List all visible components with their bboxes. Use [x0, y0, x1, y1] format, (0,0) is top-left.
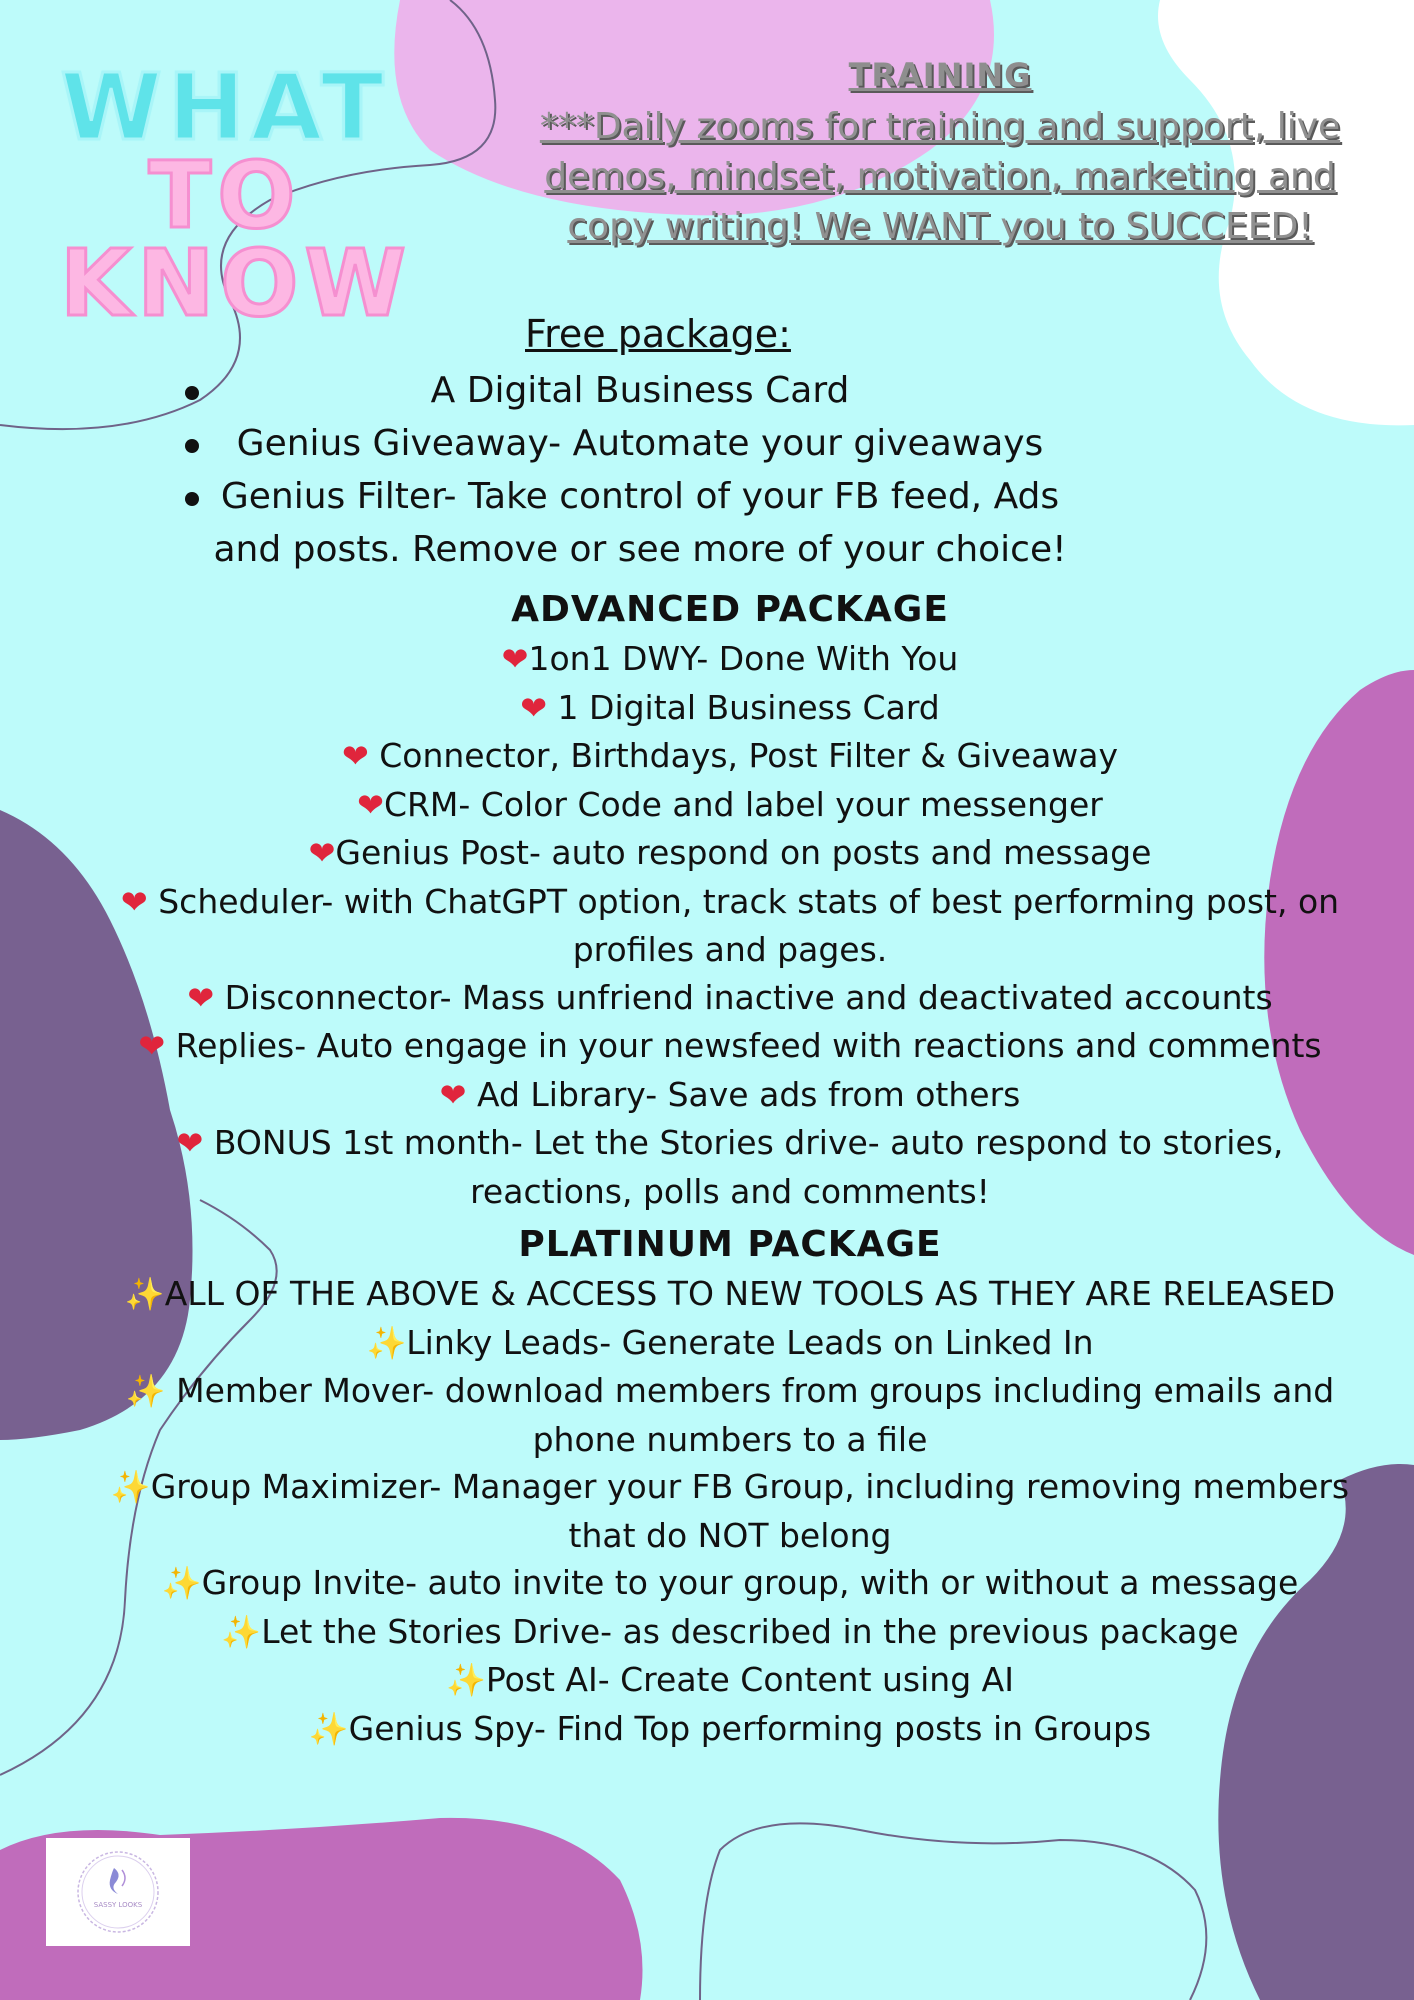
- free-package-section: [150, 308, 1150, 576]
- list-item: ❤ Scheduler- with ChatGPT option, track stats of best performing post, on profiles and pages.: [120, 881, 1340, 969]
- free-package-heading: Free package:: [525, 312, 791, 356]
- list-item: ❤ Disconnector- Mass unfriend inactive and deactivated accounts: [187, 977, 1273, 1017]
- bullet-icon: [185, 439, 199, 453]
- list-item: A Digital Business Card: [150, 364, 1090, 417]
- bullet-icon: [185, 386, 199, 400]
- brand-logo: [46, 1838, 190, 1946]
- list-item: ✨Group Maximizer- Manager your FB Group, including removing members that do NOT belong: [110, 1467, 1350, 1555]
- list-item: ❤ BONUS 1st month- Let the Stories drive- auto respond to stories, reactions, polls and comments!: [176, 1123, 1284, 1211]
- heart-icon: ❤: [439, 1075, 467, 1114]
- sparkles-icon: ✨: [110, 1468, 151, 1506]
- brand-badge-icon: [46, 1838, 190, 1946]
- heart-icon: ❤: [357, 785, 384, 824]
- heart-icon: ❤: [187, 978, 215, 1017]
- training-section: [500, 56, 1380, 252]
- heart-icon: ❤: [120, 882, 148, 921]
- heart-icon: ❤: [520, 688, 548, 727]
- list-item: ✨ALL OF THE ABOVE & ACCESS TO NEW TOOLS AS THEY ARE RELEASED: [124, 1274, 1336, 1313]
- list-item: ✨Let the Stories Drive- as described in the previous package: [221, 1611, 1239, 1651]
- sparkles-icon: ✨: [161, 1564, 202, 1602]
- heart-icon: ❤: [501, 640, 529, 678]
- list-item: ✨ Member Mover- download members from groups including emails and phone numbers to a file: [125, 1371, 1335, 1459]
- list-item: ✨Post AI- Create Content using AI: [446, 1660, 1014, 1699]
- heart-icon: ❤: [176, 1124, 204, 1162]
- sparkles-icon: ✨: [221, 1612, 262, 1651]
- advanced-package-section: [100, 585, 1360, 1215]
- list-item: ✨Group Invite- auto invite to your group, with or without a message: [161, 1563, 1299, 1602]
- list-item: ❤Genius Post- auto respond on posts and message: [308, 833, 1152, 872]
- platinum-package-heading: PLATINUM PACKAGE: [518, 1224, 942, 1265]
- list-item: Genius Giveaway- Automate your giveaways: [150, 417, 1090, 470]
- bullet-icon: [185, 492, 199, 506]
- list-item: ❤ 1 Digital Business Card: [520, 687, 940, 727]
- advanced-package-heading: ADVANCED PACKAGE: [511, 589, 949, 630]
- list-item: ❤1on1 DWY- Done With You: [501, 639, 959, 678]
- free-package-list: [150, 364, 1150, 576]
- what-to-know-title: [60, 54, 412, 337]
- title-line-what: WHAT: [60, 54, 390, 161]
- list-item: ❤ Connector, Birthdays, Post Filter & Giveaway: [341, 736, 1119, 775]
- heart-icon: ❤: [308, 834, 336, 872]
- sparkles-icon: ✨: [366, 1323, 407, 1362]
- brand-text: SASSY LOOKS: [93, 1901, 143, 1909]
- list-item: ❤CRM- Color Code and label your messenger: [357, 784, 1103, 824]
- list-item: ❤ Ad Library- Save ads from others: [439, 1074, 1021, 1114]
- training-text: ***Daily zooms for training and support, live demos, mindset, motivation, marketing and copy writing! We WANT you to SUCCEED!: [539, 106, 1341, 247]
- list-item: ✨Genius Spy- Find Top performing posts in Groups: [308, 1708, 1152, 1748]
- heart-icon: ❤: [341, 737, 369, 775]
- title-line-know: KNOW: [60, 230, 412, 337]
- heart-icon: ❤: [138, 1027, 166, 1065]
- sparkles-icon: ✨: [446, 1661, 486, 1699]
- list-item: Genius Filter- Take control of your FB feed, Ads and posts. Remove or see more of your choice!: [150, 470, 1090, 576]
- sparkles-icon: ✨: [125, 1372, 166, 1410]
- sparkles-icon: ✨: [308, 1709, 349, 1748]
- list-item: ❤ Replies- Auto engage in your newsfeed with reactions and comments: [138, 1026, 1322, 1065]
- list-item: ✨Linky Leads- Generate Leads on Linked In: [366, 1322, 1094, 1362]
- sparkles-icon: ✨: [124, 1275, 165, 1313]
- platinum-package-section: [100, 1220, 1360, 1753]
- training-heading: TRAINING: [848, 56, 1032, 94]
- title-line-to: TO: [148, 142, 302, 249]
